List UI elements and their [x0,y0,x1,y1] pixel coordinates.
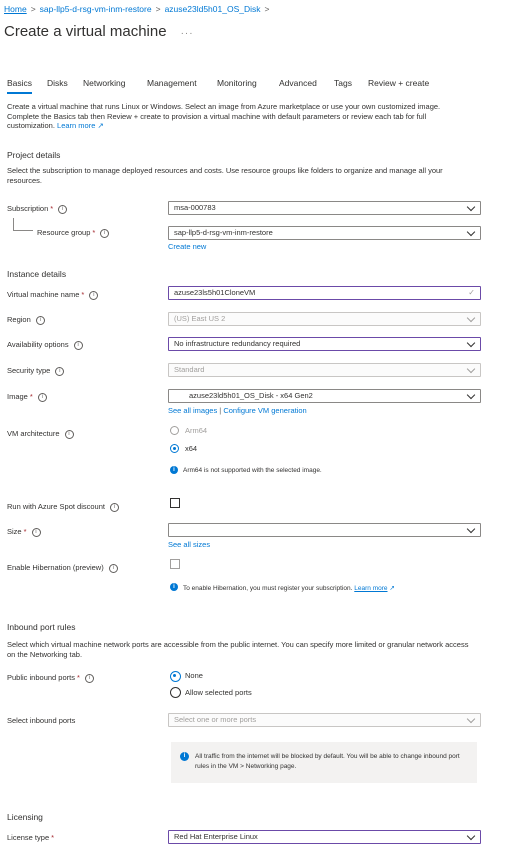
region-dropdown [168,312,481,326]
subscription-value: msa-000783 [174,203,216,212]
info-icon[interactable]: i [65,430,74,439]
hibernation-learn-more-link[interactable]: Learn more [354,585,388,592]
image-links [168,406,307,415]
chevron-down-icon [467,715,475,723]
security-value: Standard [174,365,205,374]
link-separator: | [217,406,224,415]
spot-discount-label [7,502,119,512]
tab-networking[interactable]: Networking [83,78,126,88]
vm-name-value: azuse23ls5h01CloneVM [174,288,256,297]
security-type-dropdown [168,363,481,377]
spot-discount-checkbox[interactable] [170,498,180,508]
page-title-text: Create a virtual machine [4,23,167,40]
hibernation-label [7,563,118,573]
x64-label: x64 [185,444,198,453]
security-type-label [7,366,64,376]
vm-name-input[interactable] [168,286,481,300]
image-value: azuse23ld5h01_OS_Disk - x64 Gen2 [189,391,313,400]
page-title [4,23,194,40]
checkmark-icon: ✓ [468,288,475,297]
chevron-down-icon [467,228,475,236]
tree-connector [13,218,14,230]
hibernation-checkbox [170,559,180,569]
info-icon[interactable]: i [38,393,47,402]
inbound-none-label: None [185,671,203,680]
info-icon[interactable]: i [110,503,119,512]
info-filled-icon: i [170,466,178,474]
x64-radio[interactable] [170,444,179,453]
info-icon[interactable]: i [36,316,45,325]
select-inbound-placeholder: Select one or more ports [174,715,257,724]
region-label-text: Region [7,315,31,324]
info-icon[interactable]: i [58,205,67,214]
image-label-text: Image [7,392,28,401]
info-icon[interactable]: i [100,229,109,238]
subscription-label [7,204,67,214]
tab-monitoring[interactable]: Monitoring [217,78,257,88]
more-options-icon[interactable]: ··· [180,28,194,39]
external-link-icon: ↗ [97,121,104,130]
image-dropdown[interactable] [168,389,481,403]
public-inbound-label-text: Public inbound ports [7,673,75,682]
hibernation-label-text: Enable Hibernation (preview) [7,563,104,572]
chevron-down-icon [467,391,475,399]
availability-value: No infrastructure redundancy required [174,339,301,348]
resource-group-label [37,228,109,238]
resource-group-value: sap-llp5-d-rsg-vm-inm-restore [174,228,273,237]
chevron-down-icon [467,203,475,211]
tab-basics[interactable]: Basics [7,78,33,88]
tree-connector [13,230,33,231]
chevron-down-icon [467,832,475,840]
resource-group-label-text: Resource group [37,228,91,237]
breadcrumb-resource-group-link[interactable]: sap-llp5-d-rsg-vm-inm-restore [39,4,152,14]
see-all-sizes-link[interactable]: See all sizes [168,540,211,549]
arm64-label: Arm64 [185,426,208,435]
required-asterisk: * [51,833,55,842]
required-asterisk: * [50,204,54,213]
tab-management[interactable]: Management [147,78,197,88]
learn-more-link[interactable]: Learn more [57,121,96,130]
inbound-description: Select which virtual machine network ports are accessible from the public internet. You can specify more limited or granular network access on the Networking tab. [7,640,469,659]
info-icon[interactable]: i [32,528,41,537]
vm-architecture-label [7,429,74,439]
license-type-value: Red Hat Enterprise Linux [174,832,258,841]
license-type-dropdown[interactable] [168,830,481,844]
security-label-text: Security type [7,366,51,375]
required-asterisk: * [81,290,85,299]
vm-architecture-label-text: VM architecture [7,429,60,438]
vm-name-label [7,290,98,300]
inbound-none-radio[interactable] [170,671,181,682]
size-label-text: Size [7,527,22,536]
create-new-link[interactable]: Create new [168,242,207,251]
project-details-heading: Project details [7,150,61,160]
info-icon[interactable]: i [74,341,83,350]
spot-label-text: Run with Azure Spot discount [7,502,105,511]
tab-advanced[interactable]: Advanced [279,78,317,88]
tab-review-create[interactable]: Review + create [368,78,430,88]
inbound-port-rules-heading: Inbound port rules [7,622,76,632]
arm64-radio [170,426,179,435]
select-inbound-ports-dropdown [168,713,481,727]
chevron-right-icon: > [155,4,161,14]
info-icon[interactable]: i [109,564,118,573]
required-asterisk: * [23,527,27,536]
chevron-down-icon [467,365,475,373]
image-label [7,392,47,402]
chevron-right-icon: > [264,4,270,14]
breadcrumb-home-link[interactable]: Home [4,4,27,14]
vm-name-label-text: Virtual machine name [7,290,80,299]
info-icon[interactable]: i [55,367,64,376]
see-all-images-link[interactable]: See all images [168,406,218,415]
chevron-down-icon [467,339,475,347]
tab-bar [7,78,487,90]
arm64-note: Arm64 is not supported with the selected image. [183,467,322,474]
availability-options-label [7,340,83,350]
allow-selected-ports-radio[interactable] [170,687,181,698]
region-label [7,315,45,325]
inbound-info-text: All traffic from the internet will be blocked by default. You will be able to change inbound port rules in the VM > Networking page. [195,753,460,770]
region-value: (US) East US 2 [174,314,226,323]
intro-description: Create a virtual machine that runs Linux or Windows. Select an image from Azure marketplace or use your own customized image. Complete the Basics tab then Review + create to provision a virtual machine with default parameters or review each tab for full customization. [7,102,441,130]
tab-tags[interactable]: Tags [334,78,352,88]
breadcrumb [4,4,273,14]
license-type-label-text: License type [7,833,50,842]
hibernation-note [183,584,395,592]
external-link-icon: ↗ [389,585,395,592]
required-asterisk: * [76,673,80,682]
licensing-heading: Licensing [7,812,43,822]
info-filled-icon: i [170,583,178,591]
subscription-dropdown[interactable] [168,201,481,215]
info-icon[interactable]: i [89,291,98,300]
active-tab-indicator [7,92,32,94]
allow-selected-ports-label: Allow selected ports [185,688,252,697]
required-asterisk: * [92,228,96,237]
project-details-description: Select the subscription to manage deployed resources and costs. Use resource groups like folders to organize and manage all your resources. [7,166,443,185]
subscription-label-text: Subscription [7,204,49,213]
breadcrumb-disk-link[interactable]: azuse23ld5h01_OS_Disk [164,4,261,14]
required-asterisk: * [29,392,33,401]
info-filled-icon: i [180,752,189,761]
availability-label-text: Availability options [7,340,69,349]
select-inbound-ports-label: Select inbound ports [7,716,76,725]
size-label [7,527,41,537]
configure-vm-generation-link[interactable]: Configure VM generation [223,406,307,415]
chevron-right-icon: > [30,4,36,14]
instance-details-heading: Instance details [7,269,67,279]
chevron-down-icon [467,314,475,322]
availability-options-dropdown[interactable] [168,337,481,351]
resource-group-dropdown[interactable] [168,226,481,240]
info-icon[interactable]: i [85,674,94,683]
size-dropdown[interactable] [168,523,481,537]
chevron-down-icon [467,525,475,533]
public-inbound-ports-label [7,673,94,683]
license-type-label [7,833,54,842]
tab-disks[interactable]: Disks [47,78,68,88]
intro-text [7,102,473,131]
hibernation-note-text: To enable Hibernation, you must register your subscription. [183,585,353,592]
